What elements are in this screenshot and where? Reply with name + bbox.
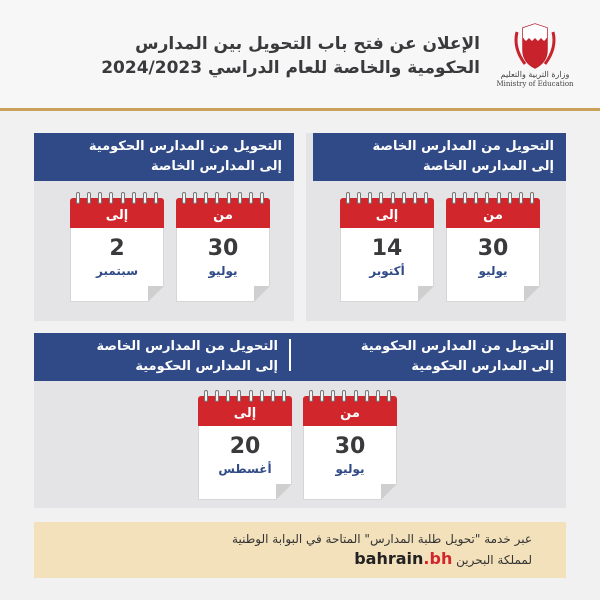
calendar-day: 30	[207, 236, 239, 261]
calendar-month: أغسطس	[218, 462, 272, 476]
calendar-rings-icon	[182, 192, 264, 204]
calendar-rings-icon	[309, 390, 391, 402]
footer-text-line-1: عبر خدمة "تحويل طلبة المدارس" المتاحة في البوابة الوطنية	[232, 532, 532, 546]
calendar-body	[303, 426, 397, 500]
heading-line-2: إلى المدارس الحكومية	[411, 359, 554, 374]
calendar-from-public-to-private	[176, 198, 270, 302]
heading-line-2: إلى المدارس الحكومية	[135, 359, 278, 374]
page-curl-icon	[524, 286, 540, 302]
calendar-label: من	[213, 208, 233, 223]
heading-line-2: إلى المدارس الخاصة	[150, 159, 282, 174]
calendar-month: يوليو	[335, 462, 365, 476]
calendar-month: يوليو	[208, 264, 238, 278]
heading-private-to-private	[313, 133, 566, 181]
calendar-label: إلى	[105, 208, 129, 223]
heading-line-2: إلى المدارس الخاصة	[422, 159, 554, 174]
portal-link[interactable]	[354, 549, 452, 568]
ministry-name	[490, 70, 580, 88]
calendar-day: 30	[477, 236, 509, 261]
footer-banner	[34, 522, 566, 578]
calendar-body	[176, 228, 270, 302]
ministry-name-ar: وزارة التربية والتعليم	[500, 70, 570, 79]
page-curl-icon	[254, 286, 270, 302]
calendar-day: 30	[334, 434, 366, 459]
calendar-label: إلى	[375, 208, 399, 223]
calendar-to-private-to-private	[340, 198, 434, 302]
calendar-label: إلى	[233, 406, 257, 421]
calendar-month: سبتمبر	[95, 264, 138, 278]
calendar-rings-icon	[452, 192, 534, 204]
calendar-from-shared	[303, 396, 397, 500]
page-curl-icon	[381, 484, 397, 500]
calendar-label: من	[340, 406, 360, 421]
calendar-rings-icon	[76, 192, 158, 204]
page-curl-icon	[418, 286, 434, 302]
header-divider	[0, 108, 600, 111]
calendar-month: أكتوبر	[369, 264, 405, 278]
ministry-name-en: Ministry of Education	[496, 80, 574, 88]
title-line-1: الإعلان عن فتح باب التحويل بين المدارس	[135, 34, 480, 54]
page-curl-icon	[276, 484, 292, 500]
heading-private-to-public	[34, 333, 290, 381]
heading-public-to-public	[290, 333, 566, 381]
footer-text-line-2	[34, 549, 532, 570]
heading-line-1: التحويل من المدارس الحكومية	[360, 339, 554, 354]
calendar-body	[446, 228, 540, 302]
heading-line-1: التحويل من المدارس الخاصة	[372, 139, 554, 154]
heading-separator	[289, 339, 291, 371]
calendar-label: من	[483, 208, 503, 223]
portal-link-name: bahrain	[354, 549, 424, 568]
ministry-emblem-icon	[495, 22, 575, 102]
page-curl-icon	[148, 286, 164, 302]
calendar-to-public-to-private	[70, 198, 164, 302]
heading-public-to-private	[34, 133, 294, 181]
page-title	[30, 32, 480, 80]
calendar-to-shared	[198, 396, 292, 500]
title-line-2: الحكومية والخاصة للعام الدراسي 2024/2023	[101, 58, 480, 78]
heading-line-1: التحويل من المدارس الخاصة	[96, 339, 278, 354]
calendar-from-private-to-private	[446, 198, 540, 302]
heading-line-1: التحويل من المدارس الحكومية	[88, 139, 282, 154]
calendar-day: 20	[229, 434, 261, 459]
calendar-body	[70, 228, 164, 302]
calendar-rings-icon	[204, 390, 286, 402]
calendar-body	[340, 228, 434, 302]
footer-kingdom-text: لمملكة البحرين	[456, 553, 532, 567]
calendar-month: يوليو	[478, 264, 508, 278]
calendar-rings-icon	[346, 192, 428, 204]
calendar-day: 14	[371, 236, 403, 261]
portal-link-tld: .bh	[423, 549, 453, 568]
calendar-day: 2	[109, 236, 125, 261]
calendar-body	[198, 426, 292, 500]
